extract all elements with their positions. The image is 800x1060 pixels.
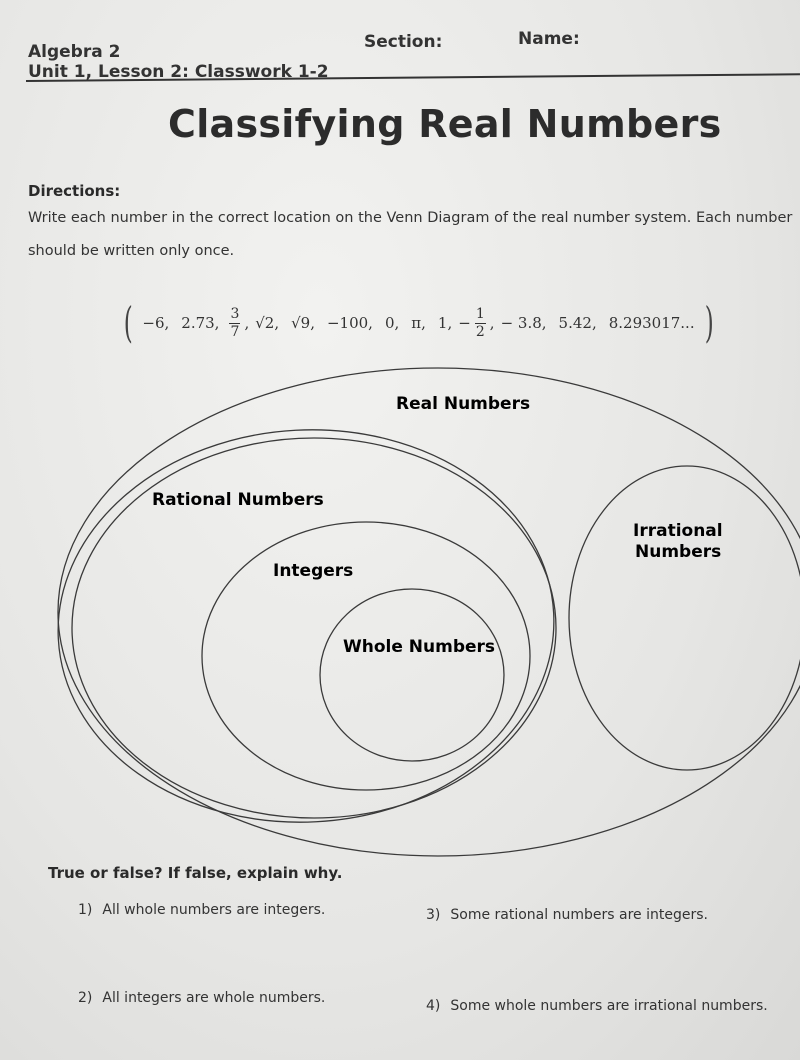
question-number: 3) xyxy=(426,907,441,923)
directions-heading: Directions: xyxy=(28,182,121,200)
fraction-numerator: 1 xyxy=(475,306,485,323)
real-numbers-label: Real Numbers xyxy=(396,394,531,414)
irrational-numbers-ellipse xyxy=(569,466,800,770)
close-brace: ) xyxy=(704,298,714,347)
number-item: − 3.8, xyxy=(500,314,547,332)
number-item: 1, xyxy=(437,314,453,332)
number-item: √9, xyxy=(291,314,315,332)
question-text: Some whole numbers are irrational numbers. xyxy=(450,998,768,1014)
fraction-comma: , xyxy=(489,314,495,332)
fraction-numerator: 3 xyxy=(230,306,240,323)
lesson-name: Unit 1, Lesson 2: Classwork 1-2 xyxy=(28,62,329,82)
directions-line-1: Write each number in the correct location on the Venn Diagram of the real number system. Each number xyxy=(28,210,793,226)
fraction-comma: , xyxy=(244,314,250,332)
question-3 xyxy=(426,907,708,923)
question-text: Some rational numbers are integers. xyxy=(450,907,708,923)
name-label: Name: xyxy=(518,29,580,49)
page-title: Classifying Real Numbers xyxy=(168,102,722,146)
question-1 xyxy=(78,902,325,918)
rational-numbers-label: Rational Numbers xyxy=(152,490,324,510)
open-brace: ( xyxy=(123,298,133,347)
fraction-denominator: 7 xyxy=(230,323,240,340)
fraction-denominator: 2 xyxy=(475,323,485,340)
number-item: π, xyxy=(411,314,426,332)
question-number: 1) xyxy=(78,902,93,918)
number-item: 5.42, xyxy=(558,314,597,332)
integers-label: Integers xyxy=(273,561,354,581)
fraction-sign: − xyxy=(458,314,471,332)
number-item: −6, xyxy=(142,314,170,332)
whole-numbers-ellipse xyxy=(320,589,504,761)
irrational-numbers-label-line2: Numbers xyxy=(635,542,722,562)
question-text: All whole numbers are integers. xyxy=(102,902,326,918)
number-item: 0, xyxy=(384,314,400,332)
course-name: Algebra 2 xyxy=(28,42,121,62)
true-false-heading: True or false? If false, explain why. xyxy=(48,864,343,882)
number-item: 8.293017... xyxy=(608,314,695,332)
real-numbers-ellipse xyxy=(58,368,800,856)
question-number: 2) xyxy=(78,990,93,1006)
section-label: Section: xyxy=(364,32,443,52)
number-item: −100, xyxy=(326,314,373,332)
rational-numbers-ellipse-inner xyxy=(48,417,564,834)
whole-numbers-label: Whole Numbers xyxy=(343,637,496,657)
question-text: All integers are whole numbers. xyxy=(102,990,326,1006)
irrational-numbers-label-line1: Irrational xyxy=(633,521,723,541)
question-number: 4) xyxy=(426,998,441,1014)
question-4 xyxy=(426,998,768,1014)
directions-line-2: should be written only once. xyxy=(28,243,235,259)
number-item: √2, xyxy=(255,314,280,332)
number-item: 2.73, xyxy=(181,314,220,332)
question-2 xyxy=(78,990,325,1006)
